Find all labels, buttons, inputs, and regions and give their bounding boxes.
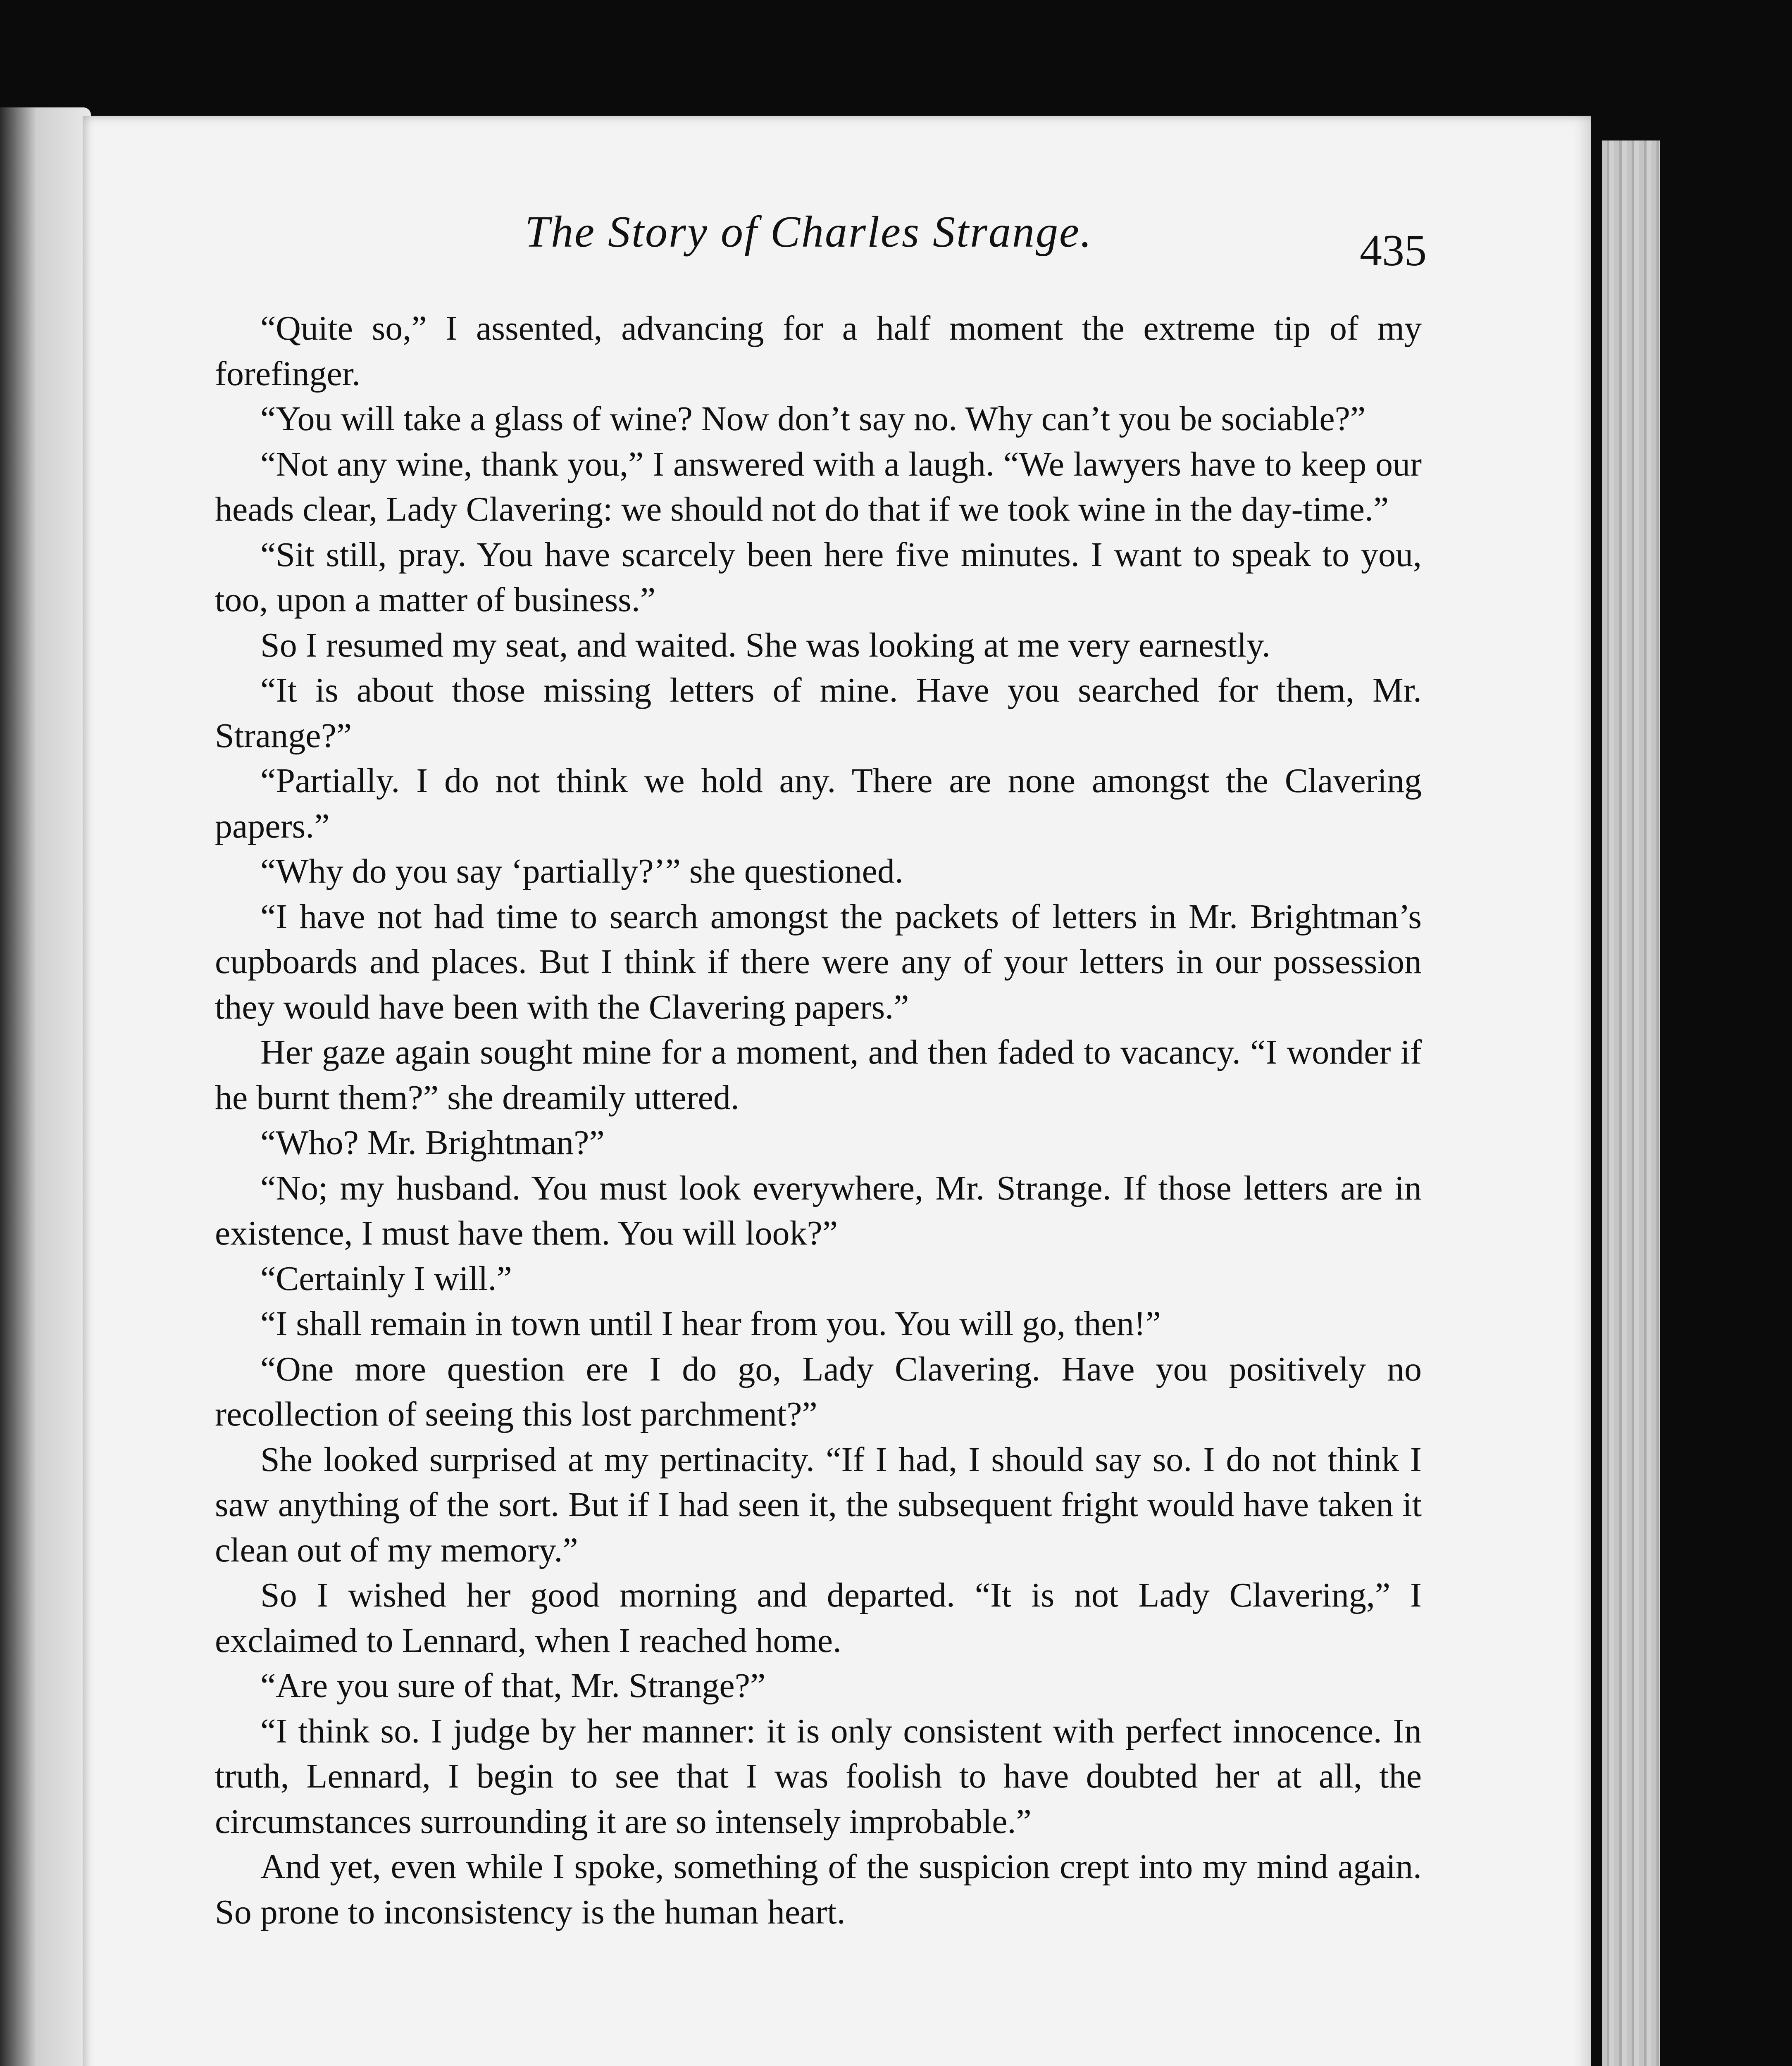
paragraph: “No; my husband. You must look everywhere, Mr. Strange. If those letters are in existence, I must have them. You will look?” [215,1169,1422,1252]
body-text [215,306,1422,1935]
paragraph: “Quite so,” I assented, advancing for a half moment the extreme tip of my forefinger. [215,309,1422,393]
paragraph: So I wished her good morning and departed. “It is not Lady Clavering,” I exclaimed to Lennard, when I reached home. [215,1576,1422,1660]
facing-page-edge [0,107,91,2066]
page-number: 435 [1360,226,1427,275]
running-title: The Story of Charles Strange. [525,207,1093,257]
page-stack-edge [1602,140,1660,2066]
paragraph: She looked surprised at my pertinacity. “If I had, I should say so. I do not think I saw anything of the sort. But if I had seen it, the subsequent fright would have taken it clean out of my memory.” [215,1440,1422,1569]
paragraph: “It is about those missing letters of mine. Have you searched for them, Mr. Strange?” [215,671,1422,755]
paragraph: “I shall remain in town until I hear from you. You will go, then!” [260,1304,1161,1343]
paragraph: “I have not had time to search amongst the packets of letters in Mr. Brightman’s cupboards and places. But I think if there were any of your letters in our possession they would have been with the Clavering papers.” [215,897,1422,1026]
paragraph: “Why do you say ‘partially?’” she questioned. [260,852,903,890]
paragraph: And yet, even while I spoke, something of the suspicion crept into my mind again. So prone to inconsistency is the human heart. [215,1847,1422,1931]
paragraph: “Are you sure of that, Mr. Strange?” [260,1666,766,1705]
paragraph: “Sit still, pray. You have scarcely been here five minutes. I want to speak to you, too, upon a matter of business.” [215,535,1422,619]
paragraph: “Not any wine, thank you,” I answered with a laugh. “We lawyers have to keep our heads clear, Lady Clavering: we should not do that if we took wine in the day-time.” [215,445,1422,528]
paragraph: Her gaze again sought mine for a moment, and then faded to vacancy. “I wonder if he burnt them?” she dreamily uttered. [215,1033,1422,1117]
paragraph: “I think so. I judge by her manner: it is only consistent with perfect innocence. In truth, Lennard, I begin to see that I was foolish to have doubted her at all, the circumstances surrounding it are so intensely improbable.” [215,1711,1422,1841]
paragraph: “Who? Mr. Brightman?” [260,1123,605,1162]
paragraph: “Certainly I will.” [260,1259,512,1298]
paragraph: “Partially. I do not think we hold any. There are none amongst the Clavering papers.” [215,762,1422,845]
paragraph: So I resumed my seat, and waited. She was looking at me very earnestly. [260,626,1270,664]
paragraph: “You will take a glass of wine? Now don’t say no. Why can’t you be sociable?” [260,400,1366,438]
paragraph: “One more question ere I do go, Lady Clavering. Have you positively no recollection of seeing this lost parchment?” [215,1350,1422,1433]
